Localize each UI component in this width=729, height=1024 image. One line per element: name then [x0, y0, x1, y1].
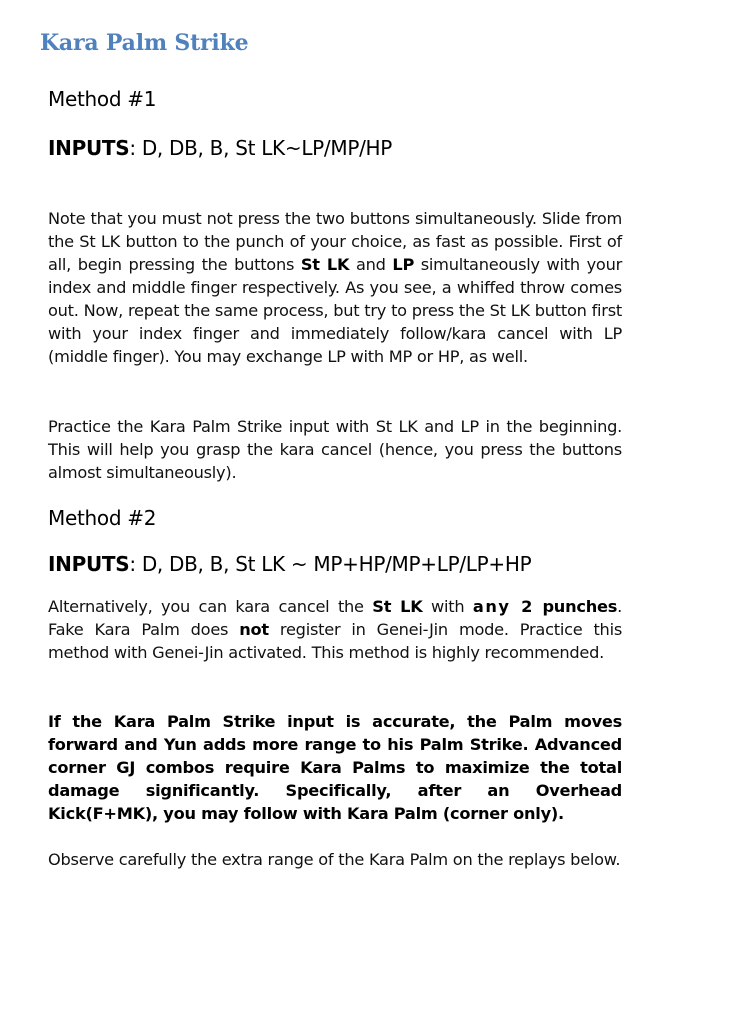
method-2-paragraph-1	[48, 595, 622, 664]
method-2-inputs	[48, 552, 531, 576]
bold-run: not	[239, 620, 269, 639]
text-run: Note that you must not press the two buttons simultaneously. Slide from the St LK button to the punch of your choice, as fast as possible. First of all, begin pressing the buttons	[48, 209, 622, 274]
bold-run: St LK	[300, 255, 350, 274]
method-1-inputs	[48, 136, 392, 160]
bold-run: any 2	[472, 597, 534, 616]
method-1-inputs-value: : D, DB, B, St LK~LP/MP/HP	[129, 136, 393, 160]
text-run: with	[422, 597, 473, 616]
bold-run: punches	[542, 597, 618, 616]
method-1-heading: Method #1	[48, 87, 157, 111]
bold-run: St LK	[372, 597, 423, 616]
text-run: . Fake Kara Palm does	[48, 597, 622, 639]
method-2-inputs-label: INPUTS	[48, 552, 130, 576]
text-run: Alternatively, you can kara cancel the	[48, 597, 373, 616]
text-run: register in Genei-Jin mode. Practice this method with Genei-Jin activated. This method is highly recommended.	[48, 620, 622, 662]
method-2-paragraph-3: Observe carefully the extra range of the Kara Palm on the replays below.	[48, 850, 621, 869]
text-run: simultaneously with your index and middle finger respectively. As you see, a whiffed throw comes out. Now, repeat the same process, but try to press the St LK button first with your index finger and immediately follow/kara cancel with LP (middle finger). You may exchange LP with MP or HP, as well.	[48, 255, 622, 366]
text-run: and	[349, 255, 393, 274]
method-1-paragraph-2: Practice the Kara Palm Strike input with St LK and LP in the beginning. This will help you grasp the kara cancel (hence, you press the buttons almost simultaneously).	[48, 417, 622, 482]
bold-run: LP	[392, 255, 415, 274]
method-1-paragraph-1	[48, 207, 622, 368]
method-2-inputs-value: : D, DB, B, St LK ~ MP+HP/MP+LP/LP+HP	[129, 552, 532, 576]
method-2-heading: Method #2	[48, 506, 157, 530]
page-title: Kara Palm Strike	[40, 30, 249, 56]
method-2-paragraph-2: If the Kara Palm Strike input is accurate, the Palm moves forward and Yun adds more range to his Palm Strike. Advanced corner GJ combos require Kara Palms to maximize the total damage significantly. Specifically, after an Overhead Kick(F+MK), you may follow with Kara Palm (corner only).	[48, 712, 622, 823]
method-1-inputs-label: INPUTS	[48, 136, 130, 160]
